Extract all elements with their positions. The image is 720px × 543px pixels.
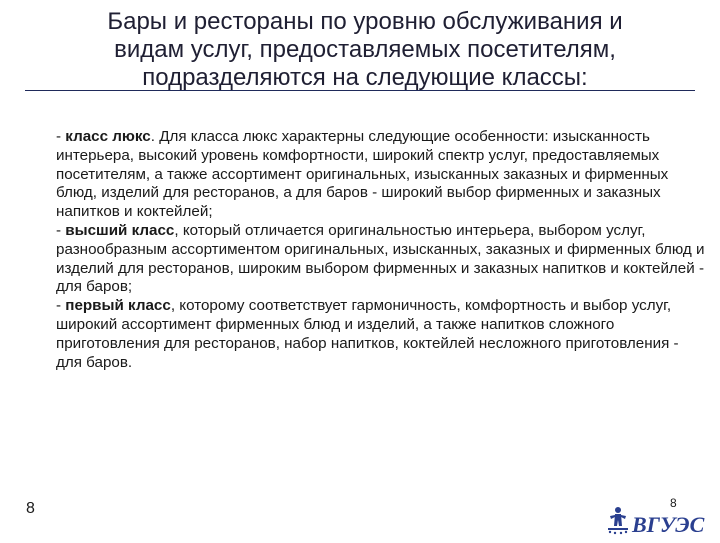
term-lux-class: класс люкс [65, 128, 151, 145]
logo-text: ВГУЭС [632, 512, 705, 537]
title-line-2: видам услуг, предоставляемых посетителям, [114, 36, 616, 63]
title-line-3: подразделяются на следующие классы: [142, 64, 588, 91]
paragraph-first-class [56, 297, 706, 372]
term-highest-class: высший класс [65, 221, 175, 239]
title-divider [25, 90, 695, 91]
university-logo [606, 502, 716, 538]
page-number-left: 8 [26, 500, 35, 517]
paragraph-highest-class [56, 222, 706, 297]
slide-title [40, 8, 690, 92]
title-line-1: Бары и рестораны по уровню обслуживания и [107, 8, 623, 35]
paragraph-lux-class [56, 128, 706, 222]
paragraph-text: , которому соответствует гармоничность, комфортность и выбор услуг, широкий ассортимент фирменных блюд и изделий, а также напитков сложного приготовления для ресторанов, набор напитков, коктейлей несложного приготовления - для баров. [56, 297, 679, 371]
paragraph-lead: - [56, 297, 66, 315]
term-first-class: первый класс [65, 297, 171, 315]
page-number-right: 8 [670, 496, 677, 510]
logo-graphic [606, 502, 716, 538]
body-text [56, 128, 706, 372]
paragraph-lead: - [56, 128, 66, 145]
paragraph-text: , который отличается оригинальностью интерьера, выбором услуг, разнообразным ассортиментом оригинальных, изысканных, заказных и фирменных блюд и изделий для ресторанов, широким выбором фирменных и заказных напитков и коктейлей - для баров; [56, 221, 705, 296]
paragraph-lead: - [56, 221, 66, 239]
paragraph-text: . Для класса люкс характерны следующие особенности: изысканность интерьера, высокий уровень комфортности, широкий спектр услуг, предоставляемых посетителям, а также ассортимент оригинальных, изысканных заказных и фирменных блюд, изделий для ресторанов, а для баров - широкий выбор фирменных и заказных напитков и коктейлей; [56, 128, 669, 221]
